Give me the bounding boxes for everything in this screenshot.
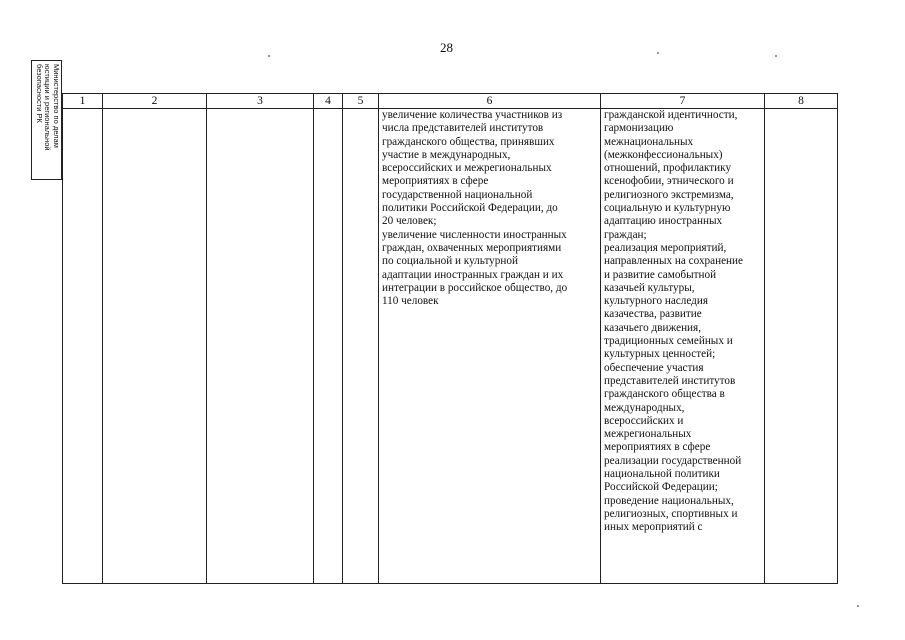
scan-speck	[857, 605, 859, 607]
text-line: увеличение численности иностранных	[382, 228, 567, 241]
column-header-6: 6	[379, 94, 601, 109]
text-line: всероссийских и межрегиональных	[382, 162, 552, 175]
text-line: 20 человек;	[382, 215, 437, 228]
cell-col-8	[765, 109, 838, 584]
text-line: реализации государственной	[604, 454, 742, 467]
table-header-row	[63, 94, 838, 109]
text-line: числа представителей институтов	[382, 122, 544, 135]
text-line: ксенофобии, этнического и	[604, 175, 734, 188]
text-line: адаптации иностранных граждан и их	[382, 268, 564, 281]
text-line: культурного наследия	[604, 295, 708, 308]
text-line: граждан;	[604, 228, 647, 241]
text-line: казачьего движения,	[604, 321, 701, 334]
document-table	[62, 93, 838, 584]
text-line: направленных на сохранение	[604, 255, 743, 268]
text-line: религиозных, спортивных и	[604, 507, 738, 520]
text-line: и развитие самобытной	[604, 268, 717, 281]
text-line: 110 человек	[382, 295, 439, 308]
text-line: гармонизацию	[604, 122, 674, 135]
stamp-line: Министерство по делам	[51, 64, 61, 148]
text-line: культурных ценностей;	[604, 348, 716, 361]
text-line: национальной политики	[604, 468, 720, 481]
scan-speck	[775, 55, 777, 57]
cell-col-3	[207, 109, 314, 584]
text-line: участие в международных,	[382, 148, 511, 161]
text-line: казачества, развитие	[604, 308, 702, 321]
text-line: проведение национальных,	[604, 494, 734, 507]
indicator-text	[382, 109, 600, 308]
text-line: социальную и культурную	[604, 202, 731, 215]
cell-col-6	[379, 109, 601, 584]
text-line: политики Российской Федерации, до	[382, 202, 558, 215]
text-line: Российской Федерации;	[604, 481, 718, 494]
column-header-2: 2	[103, 94, 207, 109]
column-header-5: 5	[343, 94, 379, 109]
column-header-1: 1	[63, 94, 103, 109]
stamp-line: юстиции и региональной	[42, 64, 52, 151]
text-line: по социальной и культурной	[382, 255, 518, 268]
column-header-8: 8	[765, 94, 838, 109]
text-line: мероприятиях в сфере	[382, 175, 489, 188]
column-header-3: 3	[207, 94, 314, 109]
text-line: иных мероприятий с	[604, 521, 703, 534]
text-line: казачьей культуры,	[604, 281, 695, 294]
scan-speck	[268, 55, 270, 57]
text-line: традиционных семейных и	[604, 335, 733, 348]
text-line: представителей институтов	[604, 374, 736, 387]
measures-text	[604, 109, 764, 535]
cell-col-7	[601, 109, 765, 584]
text-line: отношений, профилактику	[604, 162, 732, 175]
text-line: реализация мероприятий,	[604, 241, 727, 254]
text-line: государственной национальной	[382, 188, 533, 201]
text-line: (межконфессиональных)	[604, 148, 723, 161]
cell-col-1	[63, 109, 103, 584]
cell-col-2	[103, 109, 207, 584]
text-line: обеспечение участия	[604, 361, 704, 374]
text-line: гражданской идентичности,	[604, 109, 738, 121]
text-line: интеграции в российское общество, до	[382, 281, 568, 294]
cell-col-5	[343, 109, 379, 584]
text-line: граждан, охваченных мероприятиями	[382, 241, 562, 254]
stamp-line: безопасности РК	[34, 64, 44, 123]
text-line: гражданского общества в	[604, 388, 725, 401]
cell-col-4	[314, 109, 343, 584]
text-line: мероприятиях в сфере	[604, 441, 711, 454]
text-line: межнациональных	[604, 135, 694, 148]
registration-stamp	[31, 60, 62, 180]
column-header-7: 7	[601, 94, 765, 109]
text-line: увеличение количества участников из	[382, 109, 563, 121]
text-line: гражданского общества, принявших	[382, 135, 555, 148]
stamp-text	[34, 64, 60, 176]
text-line: всероссийских и	[604, 414, 684, 427]
text-line: международных,	[604, 401, 685, 414]
scan-speck	[657, 52, 659, 54]
page-number: 28	[440, 40, 453, 55]
text-line: межрегиональных	[604, 428, 692, 441]
table-row	[63, 109, 838, 584]
text-line: адаптацию иностранных	[604, 215, 723, 228]
text-line: религиозного экстремизма,	[604, 188, 734, 201]
column-header-4: 4	[314, 94, 343, 109]
